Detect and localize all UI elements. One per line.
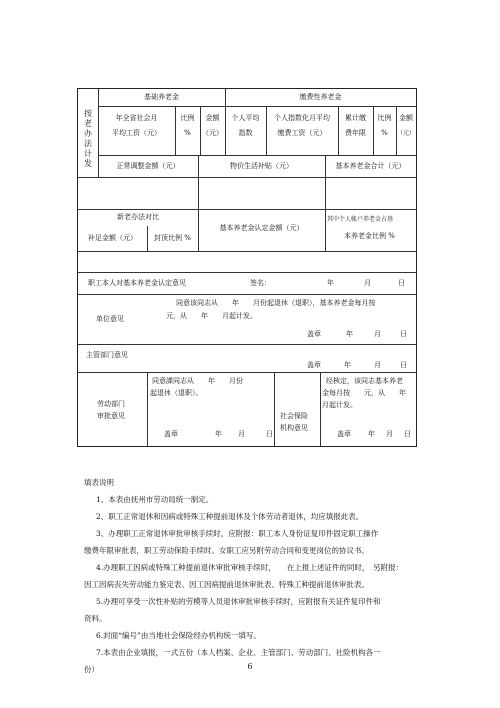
social-insurance-text-2: 金每月按 元，从 年: [322, 389, 406, 397]
adjust-total-label: 正常调整金额（元）: [116, 162, 180, 170]
instruction-line: 4.办理职工因病或特殊工种提前退休审批审核手续时， 在上报上述证件的同时， 另附报：: [96, 563, 404, 572]
rule: [78, 294, 416, 295]
labor-dept-label-2: 审批意见: [97, 412, 125, 420]
pension-ratio-label: 本养老金比例 %: [344, 232, 395, 240]
social-year-label: 年: [368, 430, 375, 438]
unit-opinion-text-2: 元，从 年 月起计发。: [166, 312, 257, 320]
labor-seal-label: 盖章: [164, 430, 178, 438]
social-seal-label: 盖章: [337, 430, 351, 438]
indexed-wage-label: 个人指数化月平均: [274, 114, 330, 122]
row-header-old-method: 按老办法计发: [84, 109, 92, 168]
social-insurance-text: 经核定，该同志基本养老: [326, 377, 403, 385]
instruction-line: 缴费年限审批表，职工劳动保险手续时。女职工应另附劳动合同和变更岗位的协议书。: [84, 546, 369, 555]
instruction-line: 份）: [84, 665, 99, 674]
amount-b-label: 金额: [399, 114, 413, 122]
rule: [78, 344, 416, 345]
indexed-wage-label-2: 缴费工资（元）: [277, 129, 327, 137]
cum-years-label-2: 费年限: [345, 129, 366, 137]
instruction-line: 3、办理职工正常退休审批审核手续时，应附报：职工本人身份证复印件固定职工操作: [96, 529, 379, 538]
avg-wage-label-2: 平均工资（元）: [112, 129, 161, 137]
supervisor-opinion-label: 主管部门意见: [86, 351, 128, 359]
day-label: 日: [398, 279, 405, 287]
pct-b: %: [381, 129, 388, 137]
supervisor-seal-label: 盖章: [307, 361, 321, 369]
pct-a: %: [184, 129, 191, 137]
instruction-line: 5.办理可享受一次性补贴的劳模等人员退休审批审核手续时，应附报有关证件复印件和: [96, 597, 381, 606]
avg-wage-label: 年全省社会月: [115, 114, 158, 122]
unit-day-label: 日: [400, 330, 407, 338]
rule: [78, 272, 416, 273]
unit-opinion-text: 同意该同志从 年 月份起退休（退职），基本养老金每月按: [176, 299, 376, 307]
rule: [78, 251, 416, 252]
cum-years-label: 累计缴: [345, 114, 366, 122]
header-contrib-pension: 缴费性养老金: [299, 93, 342, 101]
labor-dept-text-2: 起退休（退职）。: [150, 389, 203, 397]
labor-day-label: 日: [266, 430, 273, 438]
amount-a-unit: （元）: [202, 129, 223, 137]
supervisor-year-label: 年: [344, 361, 351, 369]
pension-approval-table: [77, 88, 417, 447]
rule: [325, 209, 326, 251]
header-basic-pension: 基础养老金: [144, 93, 179, 101]
social-day-label: 日: [404, 430, 411, 438]
instruction-line: 因工因病丧失劳动能力鉴定表、因工因病提前退休审批表、特殊工种提前退休审批表。: [84, 580, 369, 589]
instruction-line: 1、本表由抚州市劳动局统一制定。: [96, 495, 214, 504]
price-subsidy-label: 物价生活补贴（元）: [230, 162, 293, 170]
month-label: 月: [364, 279, 371, 287]
instruction-line: 2、职工正常退休和因病或特殊工种提前退休及个体劳动者退休，均应填报此表。: [96, 512, 364, 521]
pension-total-label: 基本养老金合计（元）: [335, 162, 406, 170]
amount-a-label: 金额: [205, 114, 220, 122]
supplement-label: 补足金额（元）: [88, 234, 137, 242]
unit-opinion-label: 单位意见: [96, 315, 124, 323]
amount-b-unit: （元）: [396, 130, 415, 137]
instructions: [84, 474, 414, 678]
social-month-label: 月: [386, 430, 393, 438]
social-insurance-label: 社会保险: [280, 412, 308, 420]
approved-amount-label: 基本养老金认定金额（元）: [219, 224, 304, 232]
instruction-line: 资料。: [84, 614, 107, 623]
rule: [98, 155, 416, 156]
supervisor-month-label: 月: [374, 361, 381, 369]
labor-dept-label: 劳动部门: [97, 400, 125, 408]
signature-label: 签名：: [250, 279, 271, 287]
instruction-line: 6.封面“编号”由当地社会保险经办机构统一填写。: [96, 631, 261, 640]
rule: [98, 106, 416, 107]
instructions-title: 填表说明: [84, 478, 114, 487]
page-number: 6: [247, 662, 253, 671]
new-old-compare-label: 新老办法对比: [117, 213, 159, 221]
social-insurance-label-2: 机构意见: [280, 424, 308, 432]
labor-month-label: 月: [238, 430, 245, 438]
unit-month-label: 月: [374, 330, 381, 338]
worker-opinion-label: 职工本人对基本养老金认定意见: [88, 279, 186, 287]
ratio-a-label: 比例: [180, 114, 195, 122]
ratio-b-label: 比例: [377, 114, 392, 122]
social-insurance-text-3: 月起计发。: [322, 401, 357, 409]
rule: [320, 372, 321, 446]
supervisor-day-label: 日: [400, 361, 407, 369]
labor-year-label: 年: [215, 430, 222, 438]
year-label: 年: [327, 279, 334, 287]
rule: [78, 372, 416, 373]
instruction-line: 7.本表由企业填报，一式五份（本人档案、企业、主管部门、劳动部门、社险机构各一: [96, 648, 381, 657]
unit-year-label: 年: [346, 330, 353, 338]
personal-avg-label: 个人平均: [231, 114, 260, 122]
labor-dept-text: 同意課同志从 年 月份: [152, 377, 243, 385]
unit-seal-label: 盖章: [307, 330, 321, 338]
rule: [78, 209, 416, 210]
rule: [147, 372, 148, 446]
rule: [274, 372, 275, 446]
rule: [78, 177, 416, 178]
cap-ratio-label: 封顶比例 %: [154, 234, 191, 242]
personal-account-label: 其中个人帐户养老金占基: [327, 216, 394, 223]
personal-avg-label-2: 指数: [238, 129, 253, 137]
